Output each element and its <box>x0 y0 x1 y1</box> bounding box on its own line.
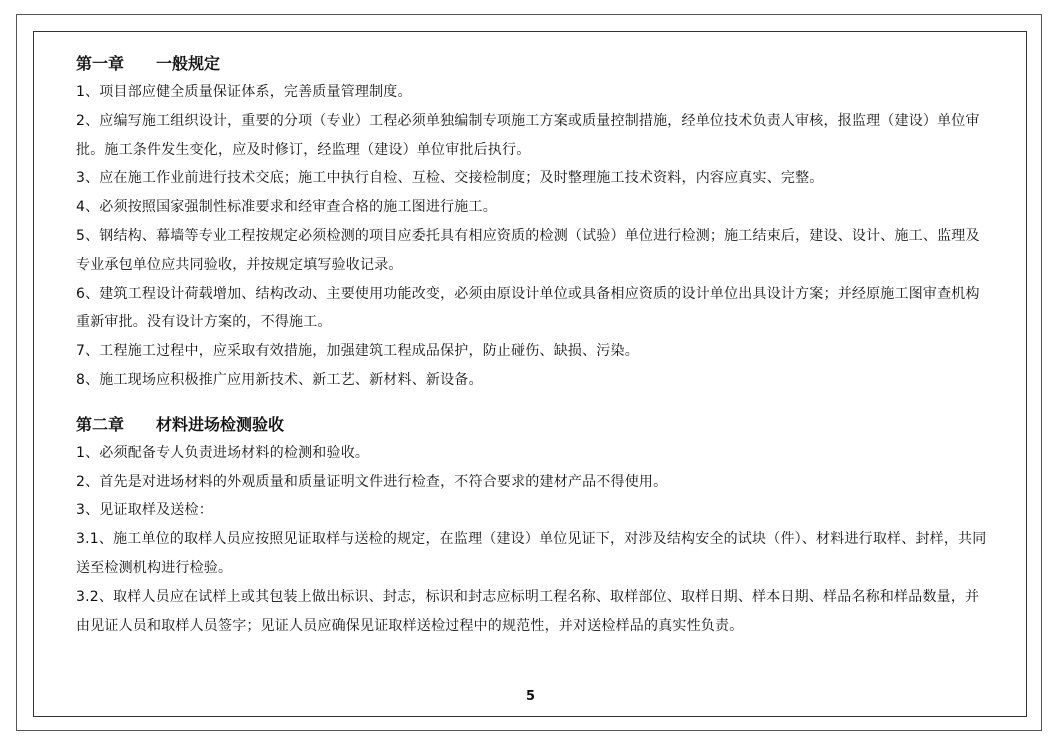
chapter-1-paragraph-4: 4、必须按照国家强制性标准要求和经审查合格的施工图进行施工。 <box>76 199 497 216</box>
chapter-1-paragraph-8: 8、施工现场应积极推广应用新技术、新工艺、新材料、新设备。 <box>76 371 483 388</box>
chapter-1-paragraph-2: 2、应编写施工组织设计，重要的分项（专业）工程必须单独编制专项施工方案或质量控制措施，经单位技术负责人审核，报监理（建设）单位审批。施工条件发生变化，应及时修订，经监理（建设）单位审批后执行。 <box>76 112 980 158</box>
chapter-1-heading <box>76 50 988 78</box>
document-body <box>76 50 988 656</box>
chapter-2-section <box>76 411 988 641</box>
chapter-2-paragraph-2: 2、首先是对进场材料的外观质量和质量证明文件进行检查，不符合要求的建材产品不得使用。 <box>76 473 668 490</box>
chapter-2-paragraph-3-2: 3.2、取样人员应在试样上或其包装上做出标识、封志，标识和封志应标明工程名称、取样部位、取样日期、样本日期、样品名称和样品数量，并由见证人员和取样人员签字；见证人员应确保见证取样送检过程中的规范性，并对送检样品的真实性负责。 <box>76 588 980 634</box>
chapter-1-paragraph-5: 5、钢结构、幕墙等专业工程按规定必须检测的项目应委托具有相应资质的检测（试验）单位进行检测；施工结束后，建设、设计、施工、监理及专业承包单位应共同验收，并按规定填写验收记录。 <box>76 227 980 273</box>
chapter-2-title: 材料进场检测验收 <box>156 414 285 434</box>
chapter-1-paragraph-7: 7、工程施工过程中，应采取有效措施，加强建筑工程成品保护，防止碰伤、缺损、污染。 <box>76 343 639 360</box>
chapter-1-title: 一般规定 <box>156 54 221 73</box>
chapter-1-paragraph-3: 3、应在施工作业前进行技术交底；施工中执行自检、互检、交接检制度；及时整理施工技术资料，内容应真实、完整。 <box>76 170 824 187</box>
chapter-1-paragraph-6: 6、建筑工程设计荷载增加、结构改动、主要使用功能改变，必须由原设计单位或具备相应资质的设计单位出具设计方案；并经原施工图审查机构重新审批。没有设计方案的，不得施工。 <box>76 285 980 331</box>
chapter-1-number: 第一章 <box>76 54 125 73</box>
chapter-2-paragraph-1: 1、必须配备专人负责进场材料的检测和验收。 <box>76 444 370 461</box>
chapter-1-paragraph-1: 1、项目部应健全质量保证体系，完善质量管理制度。 <box>76 84 412 100</box>
chapter-2-number: 第二章 <box>76 414 125 434</box>
chapter-2-paragraph-3: 3、见证取样及送检： <box>76 502 213 519</box>
page-number: 5 <box>525 689 536 704</box>
chapter-1-section <box>76 50 988 395</box>
chapter-2-paragraph-3-1: 3.1、施工单位的取样人员应按照见证取样与送检的规定，在监理（建设）单位见证下，对涉及结构安全的试块（件）、材料进行取样、封样，共同送至检测机构进行检验。 <box>76 531 987 576</box>
chapter-2-heading <box>76 411 988 439</box>
